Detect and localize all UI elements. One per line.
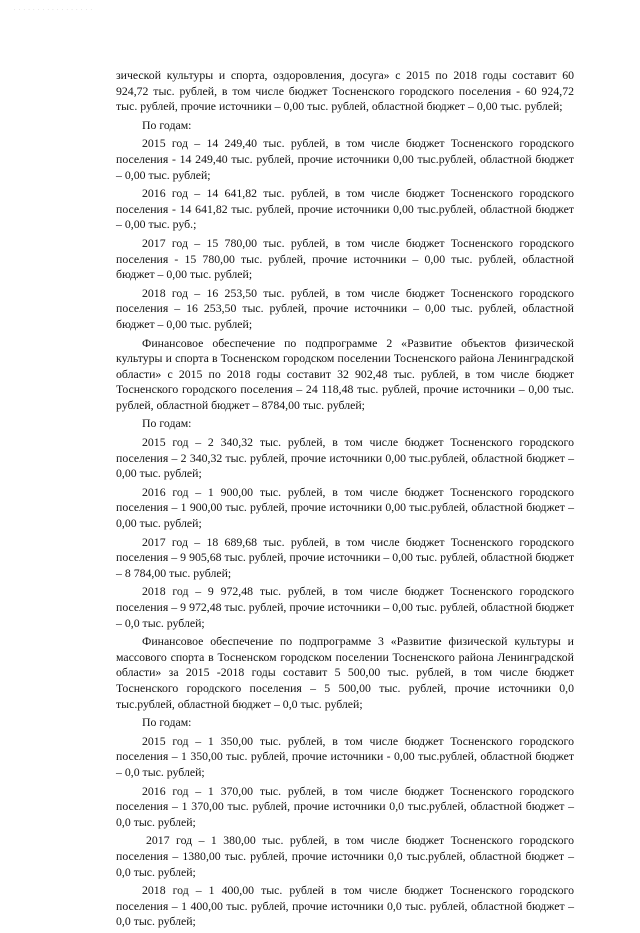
paragraph-year-2018: 2018 год – 16 253,50 тыс. рублей, в том числе бюджет Тосненского городского поселения – 16 253,50 тыс. рублей, прочие источники – 0,00 тыс. рублей, областной бюджет – 0,00 тыс. рублей; [116, 285, 574, 331]
paragraph-year-2017: 2017 год – 15 780,00 тыс. рублей, в том числе бюджет Тосненского городского поселения - 15 780,00 тыс. рублей, прочие источники – 0,00 тыс. рублей, областной бюджет – 0,00 тыс. рублей; [116, 235, 574, 282]
paragraph-subprogram-3-total: Финансовое обеспечение по подпрограмме 3 «Развитие физической культуры и массового спорта в Тосненском городском поселении Тосненского района Ленинградской области» за 2015 -2018 годы составит 5 500,00 тыс. рублей, в том числе бюджет Тосненского городского поселения – 5 500,00 тыс. рублей, прочие источники 0,0 тыс.рублей, областной бюджет – 0,0 тыс. рублей; [116, 634, 574, 711]
paragraph-by-years-heading: По годам: [142, 715, 192, 730]
scan-header-artifact: . . . . . . . . . . . . . . . . . [14, 6, 93, 12]
paragraph-year-2018: 2018 год – 9 972,48 тыс. рублей, в том числе бюджет Тосненского городского поселения – 9 972,48 тыс. рублей, прочие источники – 0,00 тыс. рублей, областной бюджет – 0,0 тыс. рублей; [116, 584, 574, 630]
paragraph-year-2016: 2016 год – 14 641,82 тыс. рублей, в том числе бюджет Тосненского городского поселения - 14 641,82 тыс. рублей, прочие источники 0,00 тыс.рублей, областной бюджет – 0,00 тыс. руб.; [116, 186, 574, 232]
paragraph-year-2016: 2016 год – 1 900,00 тыс. рублей, в том числе бюджет Тосненского городского поселения – 1 900,00 тыс. рублей, прочие источники 0,00 тыс.рублей, областной бюджет – 0,00 тыс. рублей; [116, 484, 574, 531]
paragraph-year-2015: 2015 год – 14 249,40 тыс. рублей, в том числе бюджет Тосненского городского поселения - 14 249,40 тыс. рублей, прочие источники 0,00 тыс.рублей, областной бюджет – 0,00 тыс. рублей; [116, 136, 574, 182]
paragraph-subprogram-2-total: Финансовое обеспечение по подпрограмме 2 «Развитие объектов физической культуры и спорта в Тосненском городском поселении Тосненского района Ленинградской области» с 2015 по 2018 годы составит 32 902,48 тыс. рублей, в том числе бюджет Тосненского городского поселения – 24 118,48 тыс. рублей, прочие источники – 0,00 тыс. рублей, областной бюджет – 8784,00 тыс. рублей; [116, 335, 574, 412]
paragraph-year-2015: 2015 год – 2 340,32 тыс. рублей, в том числе бюджет Тосненского городского поселения – 2 340,32 тыс. рублей, прочие источники 0,00 тыс.рублей, областной бюджет – 0,00 тыс. рублей; [116, 435, 574, 481]
paragraph-year-2017: 2017 год – 18 689,68 тыс. рублей, в том числе бюджет Тосненского городского поселения – 9 905,68 тыс. рублей, прочие источники – 0,00 тыс. рублей, областной бюджет – 8 784,00 тыс. рублей; [116, 534, 574, 580]
paragraph-year-2015: 2015 год – 1 350,00 тыс. рублей, в том числе бюджет Тосненского городского поселения – 1 350,00 тыс. рублей, прочие источники - 0,00 тыс.рублей, областной бюджет – 0,0 тыс. рублей; [116, 733, 574, 779]
document-body [116, 68, 574, 933]
paragraph-year-2017: 2017 год – 1 380,00 тыс. рублей, в том числе бюджет Тосненского городского поселения – 1380,00 тыс. рублей, прочие источники 0,0 тыс.рублей, областной бюджет – 0,0 тыс. рублей; [116, 833, 574, 879]
paragraph-year-2016: 2016 год – 1 370,00 тыс. рублей, в том числе бюджет Тосненского городского поселения – 1 370,00 тыс. рублей, прочие источники 0,0 тыс.рублей, областной бюджет – 0,0 тыс. рублей; [116, 783, 574, 829]
paragraph-by-years-heading: По годам: [142, 117, 192, 132]
paragraph-year-2018: 2018 год – 1 400,00 тыс. рублей в том числе бюджет Тосненского городского поселения – 1 400,00 тыс. рублей, прочие источники 0,0 тыс. рублей, областной бюджет – 0,0 тыс. рублей; [116, 883, 574, 929]
paragraph-subprogram-1-total: зической культуры и спорта, оздоровления, досуга» с 2015 по 2018 годы составит 60 924,72 тыс. рублей, в том числе бюджет Тосненского городского поселения - 60 924,72 тыс. рублей, прочие источники – 0,00 тыс. рублей, областной бюджет – 0,00 тыс. рублей; [116, 68, 574, 114]
paragraph-by-years-heading: По годам: [142, 416, 192, 431]
